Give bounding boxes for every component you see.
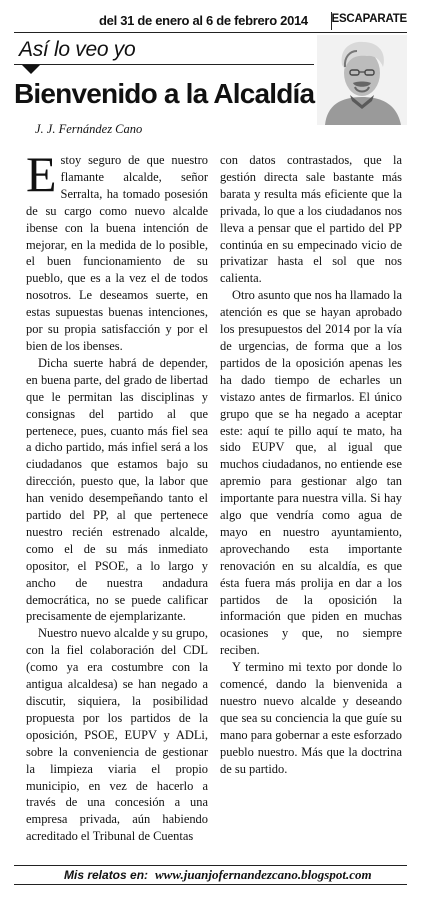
footer-label: Mis relatos en:: [64, 868, 149, 882]
issue-date: del 31 de enero al 6 de febrero 2014: [99, 13, 308, 28]
section-name: ESCAPARATE: [331, 13, 407, 25]
paragraph-3: Nuestro nuevo alcalde y su grupo, con la fiel colaboración del CDL (como ya era costumbre con la antigua alcaldesa) se han negado a discutir, siquiera, la posibilidad propuesta por los partidos de la oposición, PSOE, EUPV y ADLi, sobre la conveniencia de gestionar la limpieza viaria el propio municipio, en vez de hacerlo a través de una concesión a una empresa privada, aún habiendo acreditado el Tribunal de Cuentas: [26, 626, 208, 844]
page-header: [14, 10, 407, 33]
kicker-rule: [14, 64, 314, 65]
article-headline: Bienvenido a la Alcaldía: [14, 78, 315, 109]
paragraph-4: Otro asunto que nos ha llamado la atención es que se hayan aprobado los presupuestos del 2014 por la vía de urgencias, de forma que a los partidos de la oposición apenas les ha dado tiempo de echarles un vistazo antes de firmarlos. El único grupo que se ha negado a aceptar este: aquí te pillo aquí te mato, ha sido EUPV que, al igual que muchos ciudadanos, no entiende ese apremio para gestionar algo tan importante para nuestra villa. Si hay algo que vendría como agua de mayo en nuestro ayuntamiento, aprovechando esta importante renovación en su alcaldía, es que ésta fuera más prolija en dar a los partidos de la oposición la información que piden en muchas ocasiones y que, no siempre reciben.: [220, 288, 402, 658]
drop-cap: E: [26, 146, 57, 202]
paragraph-3-continued: con datos contrastados, que la gestión directa sale bastante más barata y resulta más eficiente que la privada, lo que a los ciudadanos nos lleva a pensar que el partido del PP continúa en su empecinado vicio de privatizar hasta el sol que nos calienta.: [220, 153, 402, 286]
column-kicker: Así lo veo yo: [19, 38, 136, 61]
author-byline: J. J. Fernández Cano: [35, 122, 143, 136]
article-column-1: [26, 146, 208, 857]
paragraph-1: [26, 146, 208, 355]
triangle-marker-icon: [22, 65, 40, 74]
paragraph-2: Dicha suerte habrá de depender, en buena parte, del grado de libertad que le permitan las disciplinas y consignas del partido al que pertenece, pues, cuanto más fiel sea a dicho partido, más infiel será a los ciudadanos que estamos bajo su dirección, puesto que, la labor que han venido desempeñando tanto el partido del PP, al que pertenece nuestro recién estrenado alcalde, como el de su más inmediato opositor, el PSOE, a lo largo y ancho de nuestra andadura democrática, no se puede calificar precisamente de ejemplarizante.: [26, 355, 208, 624]
author-photo: [317, 35, 407, 125]
author-portrait-icon: [317, 35, 407, 125]
article-column-2: [220, 152, 402, 857]
page-footer: [14, 865, 407, 885]
blog-link[interactable]: www.juanjofernandezcano.blogspot.com: [155, 867, 372, 882]
paragraph-1-text: stoy seguro de que nuestro flamante alcalde, señor Serralta, ha tomado posesión de su cargo como nuevo alcalde ibense con la buena intención de mejorar, en la medida de lo posible, el buen funcionamiento de su pueblo, que es a la vez el de todos nosotros. Le deseamos suerte, en estas supuestas buenas intenciones, por su propia satisfacción y por el bien de los ibenses.: [26, 153, 208, 353]
paragraph-5: Y termino mi texto por donde lo comencé, dando la bienvenida a nuestro nuevo alcalde y deseando que sea su conciencia la que guíe su mano para gobernar a este esforzado pueblo nuestro. Más que la doctrina de su partido.: [220, 660, 402, 776]
